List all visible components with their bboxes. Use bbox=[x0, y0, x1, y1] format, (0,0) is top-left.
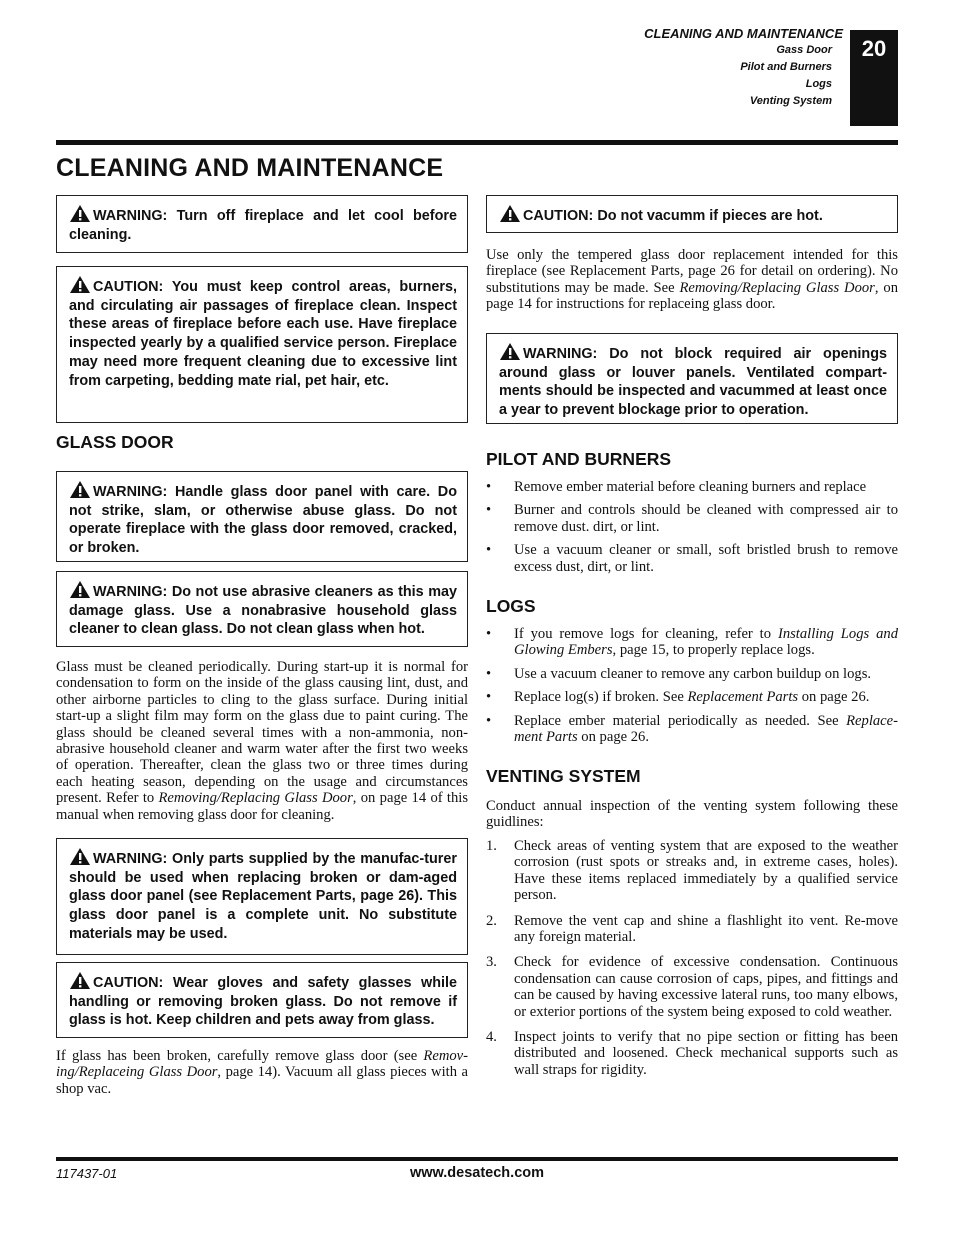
header-section-title: CLEANING AND MAINTENANCE bbox=[644, 26, 843, 41]
list-item: • If you remove logs for cleaning, refer to Installing Logs and Glowing Embers, page 15, to properly replace logs. bbox=[486, 626, 898, 659]
warning-triangle-icon bbox=[69, 971, 91, 990]
header-section-list bbox=[644, 26, 843, 110]
bottom-rule bbox=[56, 1157, 898, 1161]
page-number: 20 bbox=[850, 30, 898, 126]
caution-box-keep-clean bbox=[56, 266, 468, 423]
warning-triangle-icon bbox=[499, 342, 521, 361]
pilot-burners-list bbox=[486, 479, 898, 582]
list-item: • Use a vacuum cleaner or small, soft bristled brush to remove excess dust, dirt, or lint. bbox=[486, 542, 898, 575]
warning-box-air-openings bbox=[486, 333, 898, 424]
header-sub-venting: Venting System bbox=[749, 95, 832, 107]
warning-triangle-icon bbox=[69, 480, 91, 499]
replacement-glass-paragraph: Use only the tempered glass door replacement intended for this fireplace (see Replacement Parts, page 26 for detail on ordering). No substitutions may be made. See Removing/Replacing Glass Door, on page 14 for instructions for replaceing glass door. bbox=[486, 247, 899, 313]
header-sub-gass-door: Gass Door bbox=[776, 44, 832, 56]
warning-text: WARNING: Do not use abrasive cleaners as this may damage glass. Use a nonabrasive household glass cleaner to clean glass. Do not clean glass when hot. bbox=[69, 584, 457, 638]
caution-text: CAUTION: Wear gloves and safety glasses while handling or removing broken glass. Do not remove if glass is hot. Keep children and pets away from glass. bbox=[69, 975, 457, 1029]
warning-triangle-icon bbox=[69, 204, 91, 223]
warning-text: WARNING: Turn off fireplace and let cool before cleaning. bbox=[69, 208, 457, 243]
list-item: • Remove ember material before cleaning burners and replace bbox=[486, 479, 867, 495]
list-item: • Use a vacuum cleaner to remove any carbon buildup on logs. bbox=[486, 665, 872, 682]
warning-triangle-icon bbox=[499, 204, 521, 223]
venting-system-heading: VENTING SYSTEM bbox=[486, 766, 641, 786]
list-item: • Replace log(s) if broken. See Replacement Parts on page 26. bbox=[486, 689, 870, 706]
warning-text: WARNING: Do not block required air openings around glass or louver panels. Ventilated compart-ments should be inspected and vacummed at least once a year to prevent blockage prior to operation. bbox=[499, 346, 887, 419]
list-item: 4. Inspect joints to verify that no pipe section or fitting has been distributed and loosened. Check mechanical supports such as wall straps for rigidity. bbox=[486, 1029, 898, 1078]
warning-triangle-icon bbox=[69, 847, 91, 866]
broken-glass-paragraph: If glass has been broken, carefully remove glass door (see Remov-ing/Replaceing Glass Door, page 14). Vacuum all glass pieces with a shop vac. bbox=[56, 1048, 468, 1097]
warning-box-handle-glass bbox=[56, 471, 468, 562]
website-link[interactable]: www.desatech.com bbox=[409, 1165, 545, 1181]
warning-triangle-icon bbox=[69, 275, 91, 294]
logs-heading: LOGS bbox=[486, 596, 536, 616]
venting-steps-list bbox=[486, 838, 898, 1085]
list-item: • Replace ember material periodically as needed. See Replace-ment Parts on page 26. bbox=[486, 712, 898, 746]
page-title: CLEANING AND MAINTENANCE bbox=[56, 154, 444, 182]
glass-cleaning-paragraph: Glass must be cleaned periodically. During start-up it is normal for condensation to form on the inside of the glass causing lint, dust, and other airborne particles to cling to the glass surface. During initial start-up a slight film may form on the glass due to paint curing. The glass should be cleaned several times with a non-ammonia, non-abrasive household cleaner and warm water after the first two weeks of operation. Thereafter, clean the glass two or three times during each heating season, depending on the usage and circumstances present. Refer to Removing/Replacing Glass Door, on page 14 of this manual when removing glass door for cleaning. bbox=[56, 659, 469, 823]
venting-intro: Conduct annual inspection of the venting system following these guidlines: bbox=[486, 798, 898, 831]
warning-box-abrasive bbox=[56, 571, 468, 647]
top-rule bbox=[56, 140, 898, 145]
list-item: 1. Check areas of venting system that are exposed to the weather corrosion (rust spots or streaks and, in extreme cases, holes). Have these items replaced immediately by a qualified service person. bbox=[486, 838, 898, 904]
caution-box-gloves bbox=[56, 962, 468, 1038]
caution-text: CAUTION: You must keep control areas, burners, and circulating air passages of fireplace clean. Inspect these areas of fireplace before each use. Have fireplace inspected yearly by a qualified service person. Fireplace may need more frequent cleaning due to excessive lint from carpeting, bedding mate rial, pet hair, etc. bbox=[69, 279, 457, 389]
caution-box-vacuum bbox=[486, 195, 898, 233]
glass-door-heading: GLASS DOOR bbox=[56, 432, 174, 452]
warning-text: WARNING: Only parts supplied by the manufac-turer should be used when replacing broken or dam-aged glass door panel (see Replacement Parts, page 26). This glass door panel is a complete unit. No substitute materials may be used. bbox=[69, 851, 457, 942]
warning-triangle-icon bbox=[69, 580, 91, 599]
pilot-burners-heading: PILOT AND BURNERS bbox=[486, 449, 672, 469]
warning-box-parts bbox=[56, 838, 468, 955]
list-item: • Burner and controls should be cleaned with compressed air to remove dust. dirt, or lint. bbox=[486, 502, 898, 535]
header-sub-logs: Logs bbox=[805, 78, 832, 90]
list-item: 3. Check for evidence of excessive condensation. Continuous condensation can cause corrosion of caps, pipes, and fittings and can be caused by having excessive lateral runs, too many elbows, or exterior portions of the system being exposed to cold weather. bbox=[486, 954, 898, 1020]
warning-text: WARNING: Handle glass door panel with care. Do not strike, slam, or otherwise abuse glass. Do not operate fireplace with the glass door removed, cracked, or broken. bbox=[69, 484, 457, 557]
list-item: 2. Remove the vent cap and shine a flashlight ito vent. Re-move any foreign material. bbox=[486, 912, 898, 946]
part-number: 117437-01 bbox=[56, 1166, 118, 1181]
warning-box-turn-off bbox=[56, 195, 468, 253]
caution-text: CAUTION: Do not vacumm if pieces are hot. bbox=[523, 208, 823, 224]
logs-list bbox=[486, 626, 898, 752]
header-sub-pilot: Pilot and Burners bbox=[740, 61, 832, 73]
